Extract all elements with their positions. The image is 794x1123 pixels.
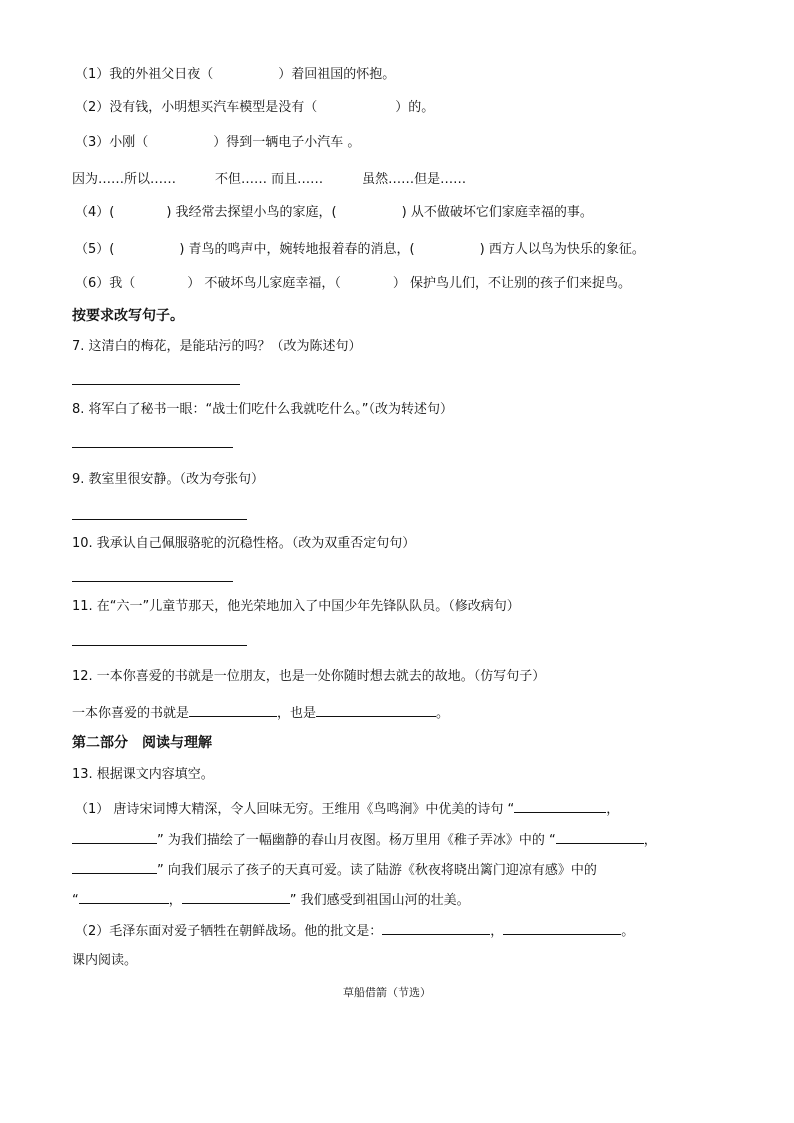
q13-1-line-1 <box>75 799 619 819</box>
q13-1-blank-2[interactable] <box>72 830 157 844</box>
q13-1-line-2 <box>72 830 657 850</box>
question-10: 10. 我承认自己佩服骆驼的沉稳性格。（改为双重否定句句） <box>72 536 416 551</box>
q12-blank-1[interactable] <box>189 703 277 717</box>
q13-1-blank-5[interactable] <box>79 890 169 904</box>
q12-fill-part2: ，也是 <box>277 706 317 721</box>
answer-line-8[interactable] <box>72 447 233 448</box>
q13-2-blank-1[interactable] <box>382 921 490 935</box>
question-7: 7. 这清白的梅花，是能玷污的吗？（改为陈述句） <box>72 339 362 354</box>
q13-1-text-d-mid: ， <box>168 893 182 908</box>
section-heading-rewrite: 按要求改写句子。 <box>72 308 184 324</box>
q13-1-blank-3[interactable] <box>556 830 644 844</box>
fill-item-2: （2）没有钱，小明想买汽车模型是没有（ ）的。 <box>75 100 435 115</box>
q13-1-blank-6[interactable] <box>182 890 290 904</box>
conjunction-options: 因为……所以…… 不但…… 而且…… 虽然……但是…… <box>72 172 467 187</box>
q13-2-text-a: （2）毛泽东面对爱子牺牲在朝鲜战场。他的批文是： <box>75 924 383 939</box>
section-heading-reading: 第二部分 阅读与理解 <box>72 735 212 751</box>
fill-item-3: （3）小刚（ ）得到一辆电子小汽车 。 <box>75 135 361 150</box>
q13-1-text-a: （1） 唐诗宋词博大精深，令人回味无穷。王维用《鸟鸣涧》中优美的诗句 “ <box>75 802 515 817</box>
q13-1-text-c: ” 向我们展示了孩子的天真可爱。读了陆游《秋夜将晓出篱门迎凉有感》中的 <box>157 863 597 878</box>
question-11: 11. 在“六一”儿童节那天，他光荣地加入了中国少年先锋队队员。（修改病句） <box>72 599 520 614</box>
q13-1-text-d-end: ” 我们感受到祖国山河的壮美。 <box>289 893 470 908</box>
q13-1-blank-4[interactable] <box>72 860 157 874</box>
question-9: 9. 教室里很安静。（改为夸张句） <box>72 472 265 487</box>
q13-1-text-b: ” 为我们描绘了一幅幽静的春山月夜图。杨万里用《稚子弄冰》中的 “ <box>157 833 556 848</box>
question-12-fill <box>72 703 449 723</box>
fill-item-1: （1）我的外祖父日夜（ ）着回祖国的怀抱。 <box>75 67 396 82</box>
in-class-reading-label: 课内阅读。 <box>72 953 138 968</box>
q13-1-line-3 <box>72 860 597 880</box>
q12-fill-part1: 一本你喜爱的书就是 <box>72 706 190 721</box>
fill-item-4: （4）( ) 我经常去探望小鸟的家庭，( ) 从不做破坏它们家庭幸福的事。 <box>75 205 593 220</box>
q13-2-text-end: 。 <box>621 924 635 939</box>
question-8: 8. 将军白了秘书一眼：“战士们吃什么我就吃什么。”（改为转述句） <box>72 402 454 417</box>
answer-line-9[interactable] <box>72 519 247 520</box>
q13-2-blank-2[interactable] <box>503 921 621 935</box>
answer-line-10[interactable] <box>72 581 233 582</box>
q13-1-text-d-start: “ <box>72 893 79 908</box>
q13-1-text-b-end: ， <box>643 833 657 848</box>
question-13: 13. 根据课文内容填空。 <box>72 767 214 782</box>
q13-1-blank-1[interactable] <box>514 799 606 813</box>
q13-2-text-mid: ， <box>490 924 504 939</box>
fill-item-5: （5）( ) 青鸟的鸣声中，婉转地报着春的消息，( ) 西方人以鸟为快乐的象征。 <box>75 242 645 257</box>
fill-item-6: （6）我（ ） 不破坏鸟儿家庭幸福，（ ） 保护鸟儿们，不让别的孩子们来捉鸟。 <box>75 276 632 291</box>
q13-1-line-4 <box>72 890 470 910</box>
q12-blank-2[interactable] <box>316 703 436 717</box>
passage-title: 草船借箭（节选） <box>343 986 431 999</box>
question-12: 12. 一本你喜爱的书就是一位朋友，也是一处你随时想去就去的故地。（仿写句子） <box>72 669 546 684</box>
q13-1-text-a-end: ， <box>606 802 620 817</box>
q13-2-line <box>75 921 634 941</box>
q12-fill-part3: 。 <box>436 706 450 721</box>
answer-line-11[interactable] <box>72 645 247 646</box>
answer-line-7[interactable] <box>72 384 240 385</box>
